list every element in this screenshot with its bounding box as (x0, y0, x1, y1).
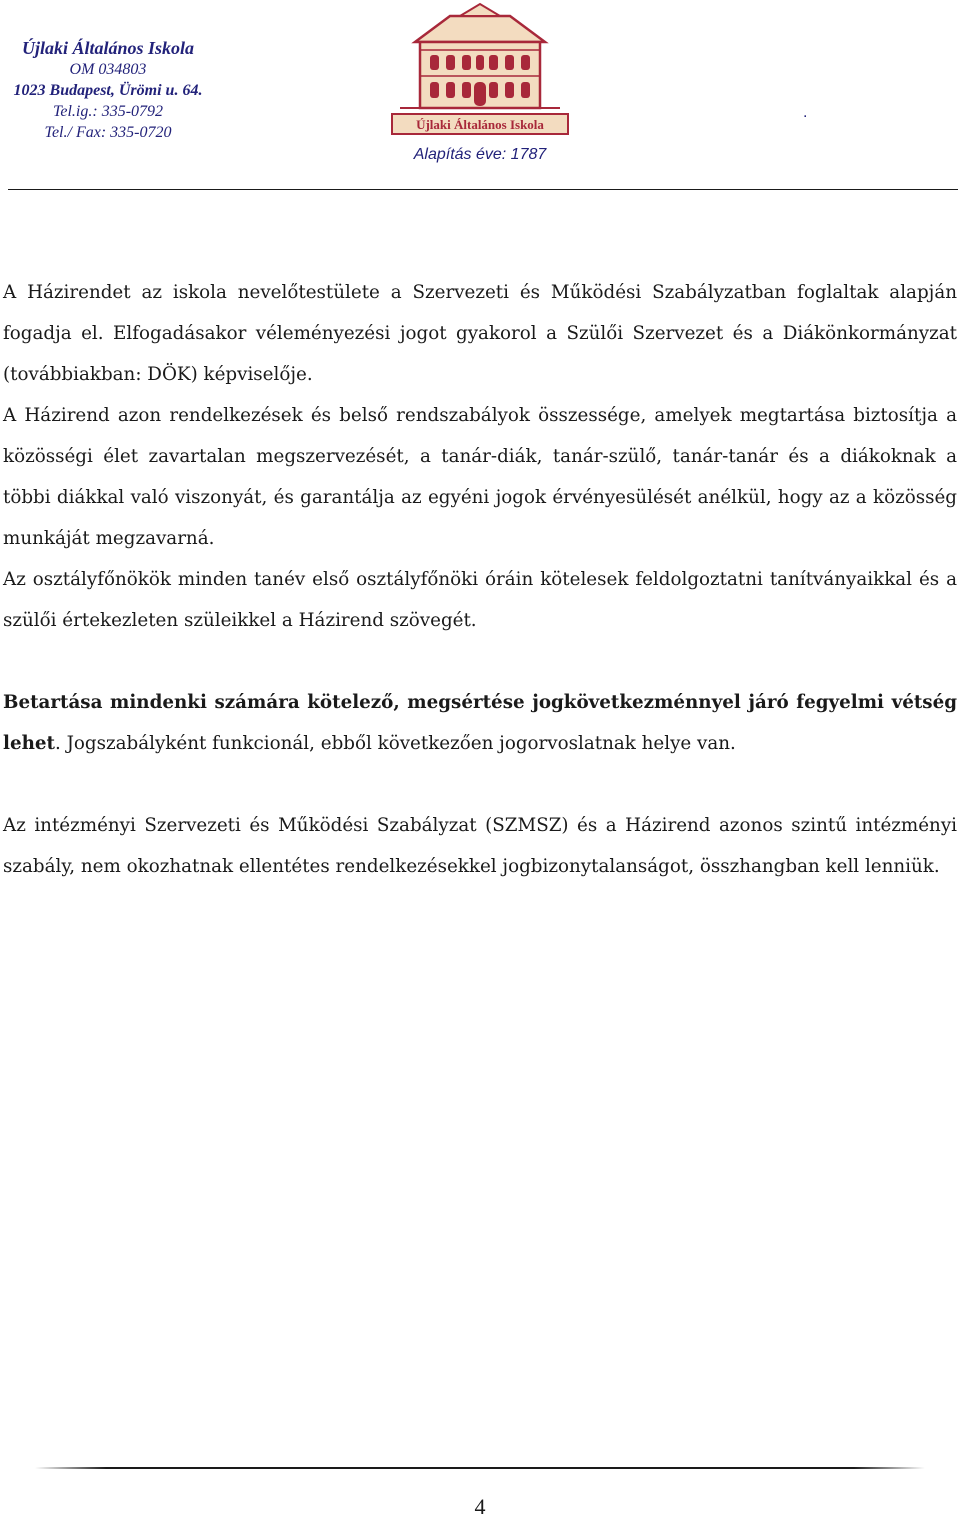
phone-number: Tel.ig.: 335-0792 (52, 103, 164, 120)
document-body (3, 272, 957, 887)
logo-banner-text: Újlaki Általános Iskola (416, 117, 544, 132)
school-logo (390, 2, 570, 136)
page-number: 4 (474, 1494, 486, 1519)
footer-divider (35, 1467, 925, 1469)
school-name: Újlaki Általános Iskola (21, 38, 195, 58)
fax-number: Tel./ Fax: 335-0720 (44, 124, 172, 141)
paragraph-compliance (3, 682, 957, 764)
header-dot: . (803, 104, 808, 121)
om-number: OM 034803 (69, 61, 147, 78)
paragraph-spacer (3, 641, 957, 682)
compliance-bold-text: Betartása mindenki számára kötelező, megsértése jogkövetkezménnyel járó fegyelmi vétség lehet (3, 692, 957, 754)
paragraph-adoption: A Házirendet az iskola nevelőtestülete a Szervezeti és Működési Szabályzatban foglaltak alapján fogadja el. Elfogadásakor véleményezési jogot gyakorol a Szülői Szervezet és a Diákönkormányzat (továbbiakban: DÖK) képviselője. (3, 282, 957, 385)
school-contact-block (8, 38, 208, 143)
school-address: 1023 Budapest, Ürömi u. 64. (13, 82, 203, 99)
paragraph-szmsz: Az intézményi Szervezeti és Működési Szabályzat (SZMSZ) és a Házirend azonos szintű intézményi szabály, nem okozhatnak ellentétes rendelkezésekkel jogbizonytalanságot, összhangban kell lenniük. (3, 815, 957, 877)
paragraph-spacer (3, 764, 957, 805)
header-divider (8, 189, 958, 190)
paragraph-class-teachers: Az osztályfőnökök minden tanév első osztályfőnöki óráin kötelesek feldolgoztatni tanítványaikkal és a szülői értekezleten szüleikkel a Házirend szövegét. (3, 569, 957, 631)
founded-year: Alapítás éve: 1787 (413, 146, 547, 163)
paragraph-definition: A Házirend azon rendelkezések és belső rendszabályok összessége, amelyek megtartása biztosítja a közösségi élet zavartalan megszervezését, a tanár-diák, tanár-szülő, tanár-tanár és a diákoknak a többi diákkal való viszonyát, és garantálja az egyéni jogok érvényesülését anélkül, hogy az a közösség munkáját megzavarná. (3, 405, 957, 549)
compliance-rest-text: . Jogszabályként funkcionál, ebből következően jogorvoslatnak helye van. (54, 733, 736, 754)
